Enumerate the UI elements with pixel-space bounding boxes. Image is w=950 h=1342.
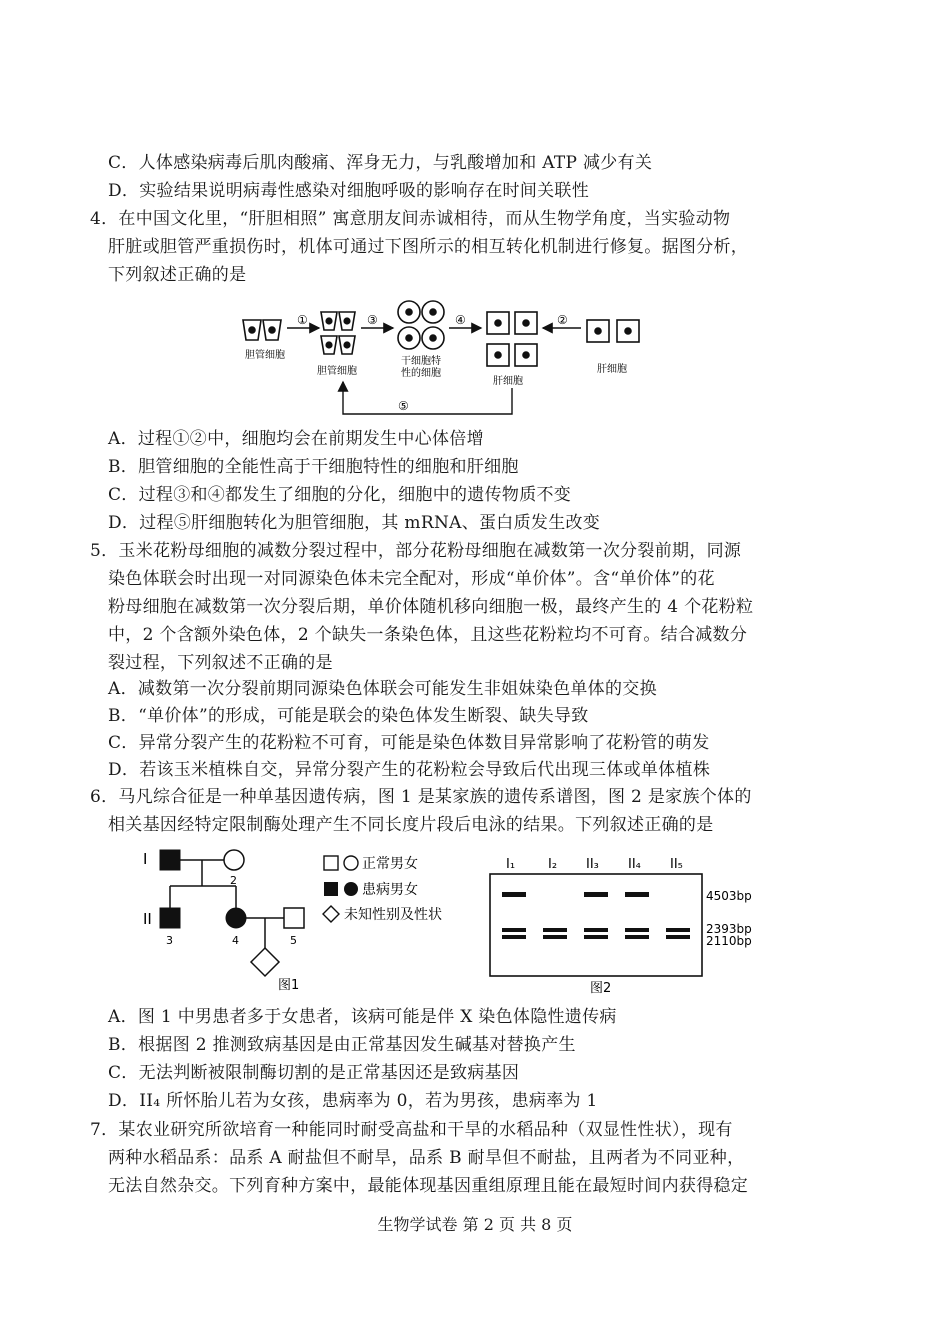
bp-2393: 2393bp — [706, 922, 752, 936]
q4-cell-conversion-diagram — [235, 290, 655, 420]
pedigree-II4-affected-female — [226, 908, 246, 928]
band-I2-2393 — [543, 928, 567, 932]
band-I1-4503 — [502, 892, 526, 897]
num-3: 3 — [166, 934, 173, 947]
label-stem-1: 干细胞特 — [401, 356, 441, 367]
band-I1-2110 — [502, 935, 526, 939]
lane-label-2: I₂ — [548, 857, 558, 872]
q6-gel-figure2 — [486, 848, 786, 998]
page-footer: 生物学试卷 第 2 页 共 8 页 — [377, 1215, 573, 1234]
stem-like-cells — [398, 301, 444, 349]
band-II3-2110 — [584, 935, 608, 939]
band-I2-2110 — [543, 935, 567, 939]
label-liver-center: 肝细胞 — [493, 376, 523, 387]
q7-stem-line2: 两种水稻品系：品系 A 耐盐但不耐旱，品系 B 耐旱但不耐盐，且两者为不同亚种， — [108, 1148, 745, 1168]
q5-option-d: D．若该玉米植株自交，异常分裂产生的花粉粒会导致后代出现三体或单体植株 — [108, 760, 711, 780]
legend-unknown: 未知性别及性状 — [344, 907, 442, 923]
band-II3-2393 — [584, 928, 608, 932]
liver-cells-right — [587, 320, 639, 342]
generation-2-label: II — [143, 910, 152, 928]
q5-option-a: A．减数第一次分裂前期同源染色体联会可能发生非姐妹染色单体的交换 — [108, 679, 657, 699]
process-3: ③ — [367, 313, 378, 327]
liver-cells-center — [487, 312, 537, 366]
pedigree-fetus-unknown — [251, 948, 279, 976]
band-II4-2110 — [625, 935, 649, 939]
label-liver-right: 肝细胞 — [597, 364, 627, 375]
q5-stem-line2: 染色体联会时出现一对同源染色体未完全配对，形成“单价体”。含“单价体”的花 — [108, 569, 715, 589]
gel-frame — [490, 874, 702, 976]
pedigree-I1-affected-male — [160, 850, 180, 870]
lane-label-4: II₄ — [628, 857, 641, 872]
q7-stem-line1: 7．某农业研究所欲培育一种能同时耐受高盐和干旱的水稻品种（双显性性状），现有 — [90, 1120, 733, 1140]
lane-label-5: II₅ — [670, 857, 683, 872]
q5-stem-line3: 粉母细胞在减数第一次分裂后期，单价体随机移向细胞一极，最终产生的 4 个花粉粒 — [108, 597, 754, 617]
q5-stem-line4: 中，2 个含额外染色体，2 个缺失一条染色体，且这些花粉粒均不可育。结合减数分 — [108, 625, 748, 645]
q6-option-d: D．II₄ 所怀胎儿若为女孩，患病率为 0，若为男孩，患病率为 1 — [108, 1091, 598, 1111]
band-II4-2393 — [625, 928, 649, 932]
figure2-caption: 图2 — [590, 981, 612, 996]
lane-label-1: I₁ — [506, 857, 516, 872]
q6-stem-line2: 相关基因经特定限制酶处理产生不同长度片段后电泳的结果。下列叙述正确的是 — [108, 815, 714, 835]
q6-option-a: A．图 1 中男患者多于女患者，该病可能是伴 X 染色体隐性遗传病 — [108, 1007, 617, 1027]
legend-ill: 患病男女 — [362, 882, 418, 898]
band-II3-4503 — [584, 892, 608, 897]
q5-stem-line1: 5．玉米花粉母细胞的减数分裂过程中，部分花粉母细胞在减数第一次分裂前期，同源 — [90, 541, 742, 561]
process-5: ⑤ — [398, 399, 409, 413]
bile-cells-dividing — [321, 312, 355, 354]
band-II4-4503 — [625, 892, 649, 897]
q4-option-d: D．过程⑤肝细胞转化为胆管细胞，其 mRNA、蛋白质发生改变 — [108, 513, 601, 533]
q4-stem-line2: 肝脏或胆管严重损伤时，机体可通过下图所示的相互转化机制进行修复。据图分析， — [108, 237, 749, 257]
process-4: ④ — [455, 313, 466, 327]
q5-stem-line5: 裂过程，下列叙述不正确的是 — [108, 653, 333, 673]
q4-option-b: B．胆管细胞的全能性高于干细胞特性的细胞和肝细胞 — [108, 457, 519, 477]
q6-stem-line1: 6．马凡综合征是一种单基因遗传病，图 1 是某家族的遗传系谱图，图 2 是家族个体的 — [90, 787, 752, 807]
q4-stem-line1: 4．在中国文化里，“肝胆相照” 寓意朋友间赤诚相待，而从生物学角度，当实验动物 — [90, 209, 731, 229]
legend-normal: 正常男女 — [362, 856, 418, 872]
label-stem-2: 性的细胞 — [401, 368, 441, 379]
pedigree-II5-normal-male — [284, 908, 304, 928]
q5-option-b: B．“单价体”的形成，可能是联会的染色体发生断裂、缺失导致 — [108, 706, 589, 726]
bp-4503: 4503bp — [706, 889, 752, 903]
q4-stem-line3: 下列叙述正确的是 — [108, 265, 247, 285]
pedigree-I2-normal-female — [224, 850, 244, 870]
label-bile-left: 胆管细胞 — [245, 350, 285, 361]
legend-unknown-icon — [323, 906, 339, 922]
legend-normal-female-icon — [344, 856, 358, 870]
label-bile-mid: 胆管细胞 — [317, 366, 357, 377]
q5-option-c: C．异常分裂产生的花粉粒不可育，可能是染色体数目异常影响了花粉管的萌发 — [108, 733, 710, 753]
process-2: ② — [557, 313, 568, 327]
q3-option-c: C．人体感染病毒后肌肉酸痛、浑身无力，与乳酸增加和 ATP 减少有关 — [108, 153, 653, 173]
figure1-caption: 图1 — [278, 978, 300, 993]
bile-cells-left — [243, 320, 281, 340]
q7-stem-line3: 无法自然杂交。下列育种方案中，最能体现基因重组原理且能在最短时间内获得稳定 — [108, 1176, 749, 1196]
legend-ill-male-icon — [324, 882, 338, 896]
legend-ill-female-icon — [344, 882, 358, 896]
q6-option-c: C．无法判断被限制酶切割的是正常基因还是致病基因 — [108, 1063, 520, 1083]
lane-label-3: II₃ — [586, 857, 599, 872]
num-4: 4 — [232, 934, 239, 947]
q6-option-b: B．根据图 2 推测致病基因是由正常基因发生碱基对替换产生 — [108, 1035, 576, 1055]
band-II5-2110 — [666, 935, 690, 939]
q3-option-d: D．实验结果说明病毒性感染对细胞呼吸的影响存在时间关联性 — [108, 181, 590, 201]
pedigree-II3-affected-male — [160, 908, 180, 928]
q6-pedigree-figure1 — [138, 842, 468, 1002]
band-II5-2393 — [666, 928, 690, 932]
num-2: 2 — [230, 874, 237, 887]
process-1: ① — [297, 313, 308, 327]
num-5: 5 — [290, 934, 297, 947]
band-I1-2393 — [502, 928, 526, 932]
q4-option-a: A．过程①②中，细胞均会在前期发生中心体倍增 — [108, 429, 484, 449]
generation-1-label: I — [143, 850, 148, 868]
bp-2110: 2110bp — [706, 934, 752, 948]
q4-option-c: C．过程③和④都发生了细胞的分化，细胞中的遗传物质不变 — [108, 485, 572, 505]
legend-normal-male-icon — [324, 856, 338, 870]
